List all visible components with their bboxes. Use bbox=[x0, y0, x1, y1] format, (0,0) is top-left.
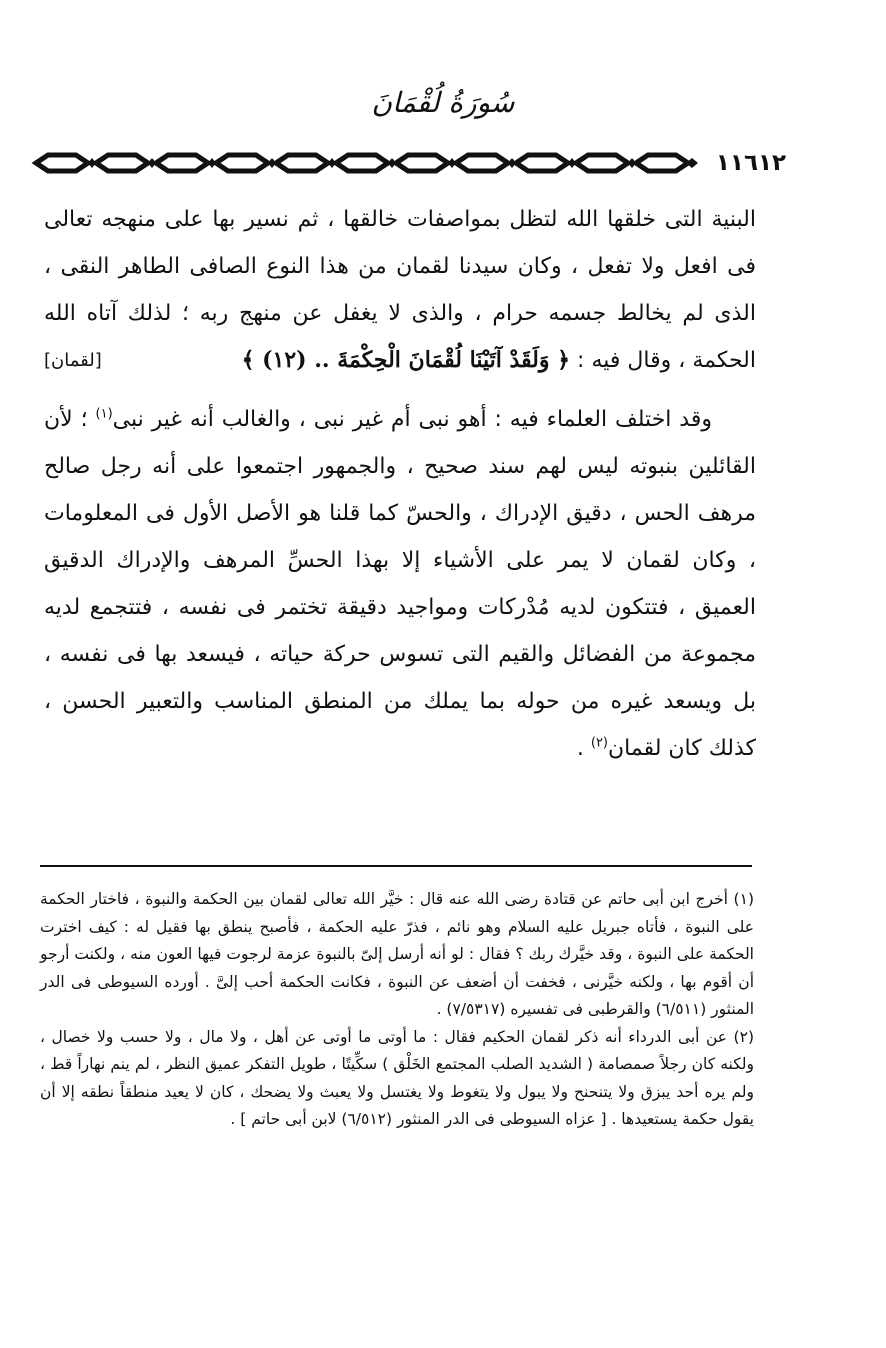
quran-verse: ﴿ وَلَقَدْ آتَيْنَا لُقْمَانَ الْحِكْمَةَ .. (١٢) ﴾ bbox=[241, 347, 571, 373]
footnote-separator bbox=[40, 865, 752, 867]
footnote-2-marker: (٢) bbox=[590, 735, 608, 751]
footnotes bbox=[40, 886, 754, 1134]
footnote-2-number: (٢) bbox=[733, 1027, 754, 1046]
footnote-2-text: عن أبى الدرداء أنه ذكر لقمان الحكيم فقال : ما أوتى ما أوتى عن أهل ، ولا مال ، ولا حسب ولا خصال ، ولكنه كان رجلاً صمصامة ( الشديد الصلب المجتمع الخَلْق ) سكِّيتًا ، طويل التفكر عميق النظر ، لم ينم نهاراً قط ، ولم يره أحد يبزق ولا يتنحنح ولا يبول ولا يتغوط ولا يغتسل ولا يعبث ولا يضحك ، كان لا يعيد منطقاً نطقه إلا أن يقول حكمة يستعيدها . [ عزاه السيوطى فى الدر المنثور (٦/٥١٢) لابن أبى حاتم ] . bbox=[40, 1027, 754, 1128]
paragraph-2 bbox=[44, 396, 756, 772]
main-text bbox=[44, 196, 756, 772]
footnote-2 bbox=[40, 1024, 754, 1134]
verse-reference: [لقمان] bbox=[44, 350, 102, 371]
paragraph-1-text: البنية التى خلقها الله لتظل بمواصفات خالقها ، ثم نسير بها على منهجه تعالى فى افعل ولا تفعل ، وكان سيدنا لقمان من هذا النوع الصافى الطاهر النقى ، الذى لم يخالط جسمه حرام ، والذى لا يغفل عن منهج ربه ؛ لذلك آتاه الله الحكمة ، وقال فيه : bbox=[44, 207, 756, 373]
surah-title: سُورَةُ لُقْمَانَ bbox=[371, 86, 515, 119]
ornamental-divider bbox=[30, 146, 795, 180]
footnote-1-number: (١) bbox=[733, 890, 754, 908]
footnote-1-text: أخرج ابن أبى حاتم عن قتادة رضى الله عنه قال : خيَّر الله تعالى لقمان بين الحكمة والنبوة ، فاختار الحكمة على النبوة ، فأتاه جبريل عليه السلام وهو نائم ، فذرّ عليه الحكمة ، فأصبح ينطق بها فقيل له : كيف اخترت الحكمة على النبوة ، وقد خيَّرك ربك ؟ فقال : لو أنه أرسل إلىّ بالنبوة عزمة لرجوت فيها العون منه ، ولكنت أرجو أن أقوم بها ، ولكنه خيَّرنى ، فخفت أن أضعف عن النبوة ، فكانت الحكمة أحب إلىَّ . أورده السيوطى فى الدر المنثور (٦/٥١١) والقرطبى فى تفسيره (٧/٥٣١٧) . bbox=[40, 890, 754, 1018]
paragraph-2-text-b: ؛ لأن القائلين بنبوته ليس لهم سند صحيح ، والجمهور اجتمعوا على أنه رجل صالح مرهف الحس ، دقيق الإدراك ، والحسّ كما قلنا هو الأصل الأول فى المعلومات ، وكان لقمان لا يمر على الأشياء إلا بهذا الحسِّ المرهف والإدراك الدقيق العميق ، فتتكون لديه مُدْركات ومواجيد دقيقة تختمر فى نفسه ، فتتجمع لديه مجموعة من الفضائل والقيم التى تسوس حركة حياته ، فيسعد بها فى نفسه ، بل ويسعد غيره من حوله بما يملك من المنطق المناسب والتعبير الحسن ، كذلك كان لقمان bbox=[44, 407, 756, 761]
paragraph-2-end: . bbox=[576, 736, 591, 761]
footnote-1 bbox=[40, 886, 754, 1024]
paragraph-2-text-a: وقد اختلف العلماء فيه : أهو نبى أم غير نبى ، والغالب أنه غير نبى bbox=[112, 407, 712, 432]
paragraph-1 bbox=[44, 196, 756, 384]
page-number: ١١٦١٢ bbox=[706, 149, 796, 177]
footnote-1-marker: (١) bbox=[95, 406, 113, 422]
